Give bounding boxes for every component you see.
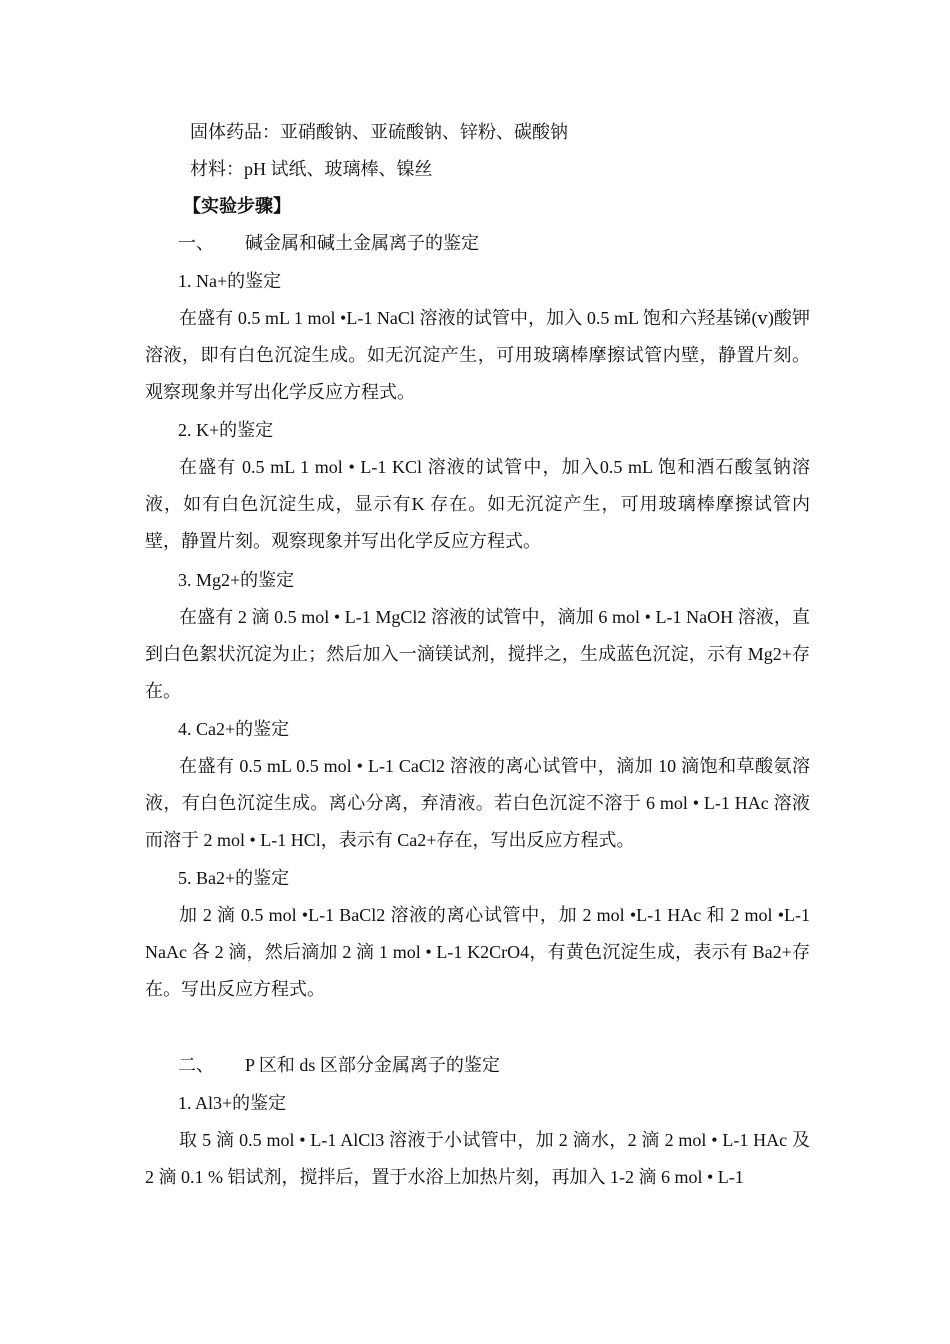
- item-1-body: 在盛有 0.5 mL 1 mol •L-1 NaCl 溶液的试管中，加入 0.5 mL 饱和六羟基锑(ⅴ)酸钾溶液，即有白色沉淀生成。如无沉淀产生，可用玻璃棒摩擦试管内壁，静置片刻。观察现象并写出化学反应方程式。: [145, 308, 810, 402]
- item-2-heading: 2. K+的鉴定: [178, 420, 274, 440]
- item-6-heading: 1. Al3+的鉴定: [178, 1093, 287, 1113]
- item-3-body: 在盛有 2 滴 0.5 mol • L-1 MgCl2 溶液的试管中，滴加 6 mol • L-1 NaOH 溶液，直到白色絮状沉淀为止；然后加入一滴镁试剂，搅拌之，生成蓝色沉淀，示有 Mg2+存在。: [145, 607, 810, 701]
- steps-heading: 【实验步骤】: [183, 196, 291, 216]
- item-6-body: 取 5 滴 0.5 mol • L-1 AlCl3 溶液于小试管中，加 2 滴水，2 滴 2 mol • L-1 HAc 及 2 滴 0.1 % 铝试剂，搅拌后，置于水浴上加热片刻，再加入 1-2 滴 6 mol • L-1: [145, 1130, 810, 1187]
- item-5-heading: 5. Ba2+的鉴定: [178, 868, 290, 888]
- item-5-body: 加 2 滴 0.5 mol •L-1 BaCl2 溶液的离心试管中，加 2 mol •L-1 HAc 和 2 mol •L-1 NaAc 各 2 滴，然后滴加 2 滴 1 mol • L-1 K2CrO4，有黄色沉淀生成，表示有 Ba2+存在。写出反应方程式。: [145, 905, 810, 999]
- item-4-body: 在盛有 0.5 mL 0.5 mol • L-1 CaCl2 溶液的离心试管中，滴加 10 滴饱和草酸氨溶液，有白色沉淀生成。离心分离，弃清液。若白色沉淀不溶于 6 mol • L-1 HAc 溶液而溶于 2 mol • L-1 HCl，表示有 Ca2+存在，写出反应方程式。: [145, 756, 810, 850]
- item-1-heading: 1. Na+的鉴定: [178, 271, 282, 291]
- section-2-title: P 区和 ds 区部分金属离子的鉴定: [245, 1055, 500, 1075]
- item-2-body: 在盛有 0.5 mL 1 mol • L-1 KCl 溶液的试管中，加入0.5 mL 饱和酒石酸氢钠溶液，如有白色沉淀生成，显示有K 存在。如无沉淀产生，可用玻璃棒摩擦试管内壁，静置片刻。观察现象并写出化学反应方程式。: [145, 457, 810, 551]
- solid-reagents-line: 固体药品：亚硝酸钠、亚硫酸钠、锌粉、碳酸钠: [190, 122, 568, 142]
- section-2-number: 二、: [178, 1055, 214, 1075]
- section-1-number: 一、: [178, 233, 214, 253]
- item-4-heading: 4. Ca2+的鉴定: [178, 719, 290, 739]
- section-1-title: 碱金属和碱土金属离子的鉴定: [245, 233, 479, 253]
- item-3-heading: 3. Mg2+的鉴定: [178, 570, 295, 590]
- materials-line: 材料：pH 试纸、玻璃棒、镍丝: [190, 159, 433, 179]
